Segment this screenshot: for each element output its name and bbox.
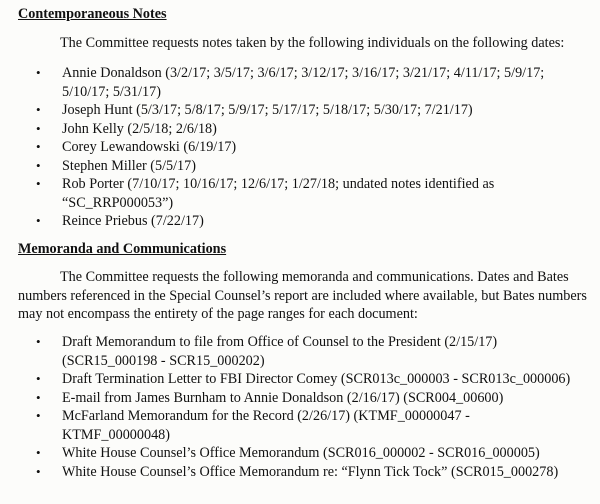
list-item-text: Joseph Hunt (5/3/17; 5/8/17; 5/9/17; 5/17/17; 5/18/17; 5/30/17; 7/21/17): [62, 102, 473, 118]
notes-intro-text: The Committee requests notes taken by the following individuals on the following dates:: [60, 35, 565, 51]
bullet-icon: •: [36, 120, 41, 136]
memoranda-intro-text: The Committee requests the following memoranda and communications. Dates and Bates numbers referenced in the Special Counsel’s report are included where available, but Bates numbers may not encompass the entirety of the page ranges for each document:: [18, 269, 587, 322]
list-item: [0, 212, 600, 231]
list-item-text: Reince Priebus (7/22/17): [62, 213, 204, 229]
list-item-text: White House Counsel’s Office Memorandum (SCR016_000002 - SCR016_000005): [62, 445, 540, 461]
bullet-icon: •: [36, 213, 41, 228]
bullet-icon: •: [36, 176, 41, 191]
memoranda-list: [0, 333, 600, 481]
list-item-text: Stephen Miller (5/5/17): [62, 157, 196, 174]
bullet-icon: •: [36, 445, 41, 460]
bullet-icon: •: [36, 408, 41, 423]
notes-intro-paragraph: [18, 34, 588, 53]
list-item-text: Draft Termination Letter to FBI Director Comey (SCR013c_000003 - SCR013c_000006): [62, 371, 571, 387]
list-item: [0, 407, 600, 444]
section-heading-notes: Contemporaneous Notes: [18, 6, 167, 22]
bullet-icon: •: [36, 371, 41, 386]
list-item-text: Draft Memorandum to file from Office of Counsel to the President (2/15/17) (SCR15_000198 - SCR15_000202): [62, 334, 498, 369]
bullet-icon: •: [36, 389, 41, 405]
bullet-icon: •: [36, 334, 41, 349]
list-item: [0, 333, 600, 370]
list-item-text: John Kelly (2/5/18; 2/6/18): [62, 120, 217, 137]
bullet-icon: •: [36, 65, 41, 80]
list-item-text: White House Counsel’s Office Memorandum re: “Flynn Tick Tock” (SCR015_000278): [62, 463, 559, 480]
list-item: [0, 175, 600, 212]
bullet-icon: •: [36, 463, 41, 479]
bullet-icon: •: [36, 139, 41, 154]
section-heading-memoranda: Memoranda and Communications: [18, 241, 227, 257]
list-item: [0, 138, 600, 157]
list-item: [0, 463, 600, 482]
list-item: [0, 370, 600, 389]
list-item: [0, 389, 600, 408]
bullet-icon: •: [36, 157, 41, 173]
list-item: [0, 120, 600, 139]
list-item-text: Corey Lewandowski (6/19/17): [62, 139, 237, 155]
list-item: [0, 444, 600, 463]
list-item-text: Annie Donaldson (3/2/17; 3/5/17; 3/6/17; 3/12/17; 3/16/17; 3/21/17; 4/11/17; 5/9/17; 5/10/17; 5/31/17): [62, 65, 545, 100]
list-item-text: Rob Porter (7/10/17; 10/16/17; 12/6/17; 1/27/18; undated notes identified as “SC_RRP000053”): [62, 176, 495, 211]
list-item: [0, 64, 600, 101]
list-item: [0, 157, 600, 176]
notes-list: [0, 64, 600, 231]
memoranda-intro-paragraph: [18, 268, 588, 324]
list-item-text: E-mail from James Burnham to Annie Donaldson (2/16/17) (SCR004_00600): [62, 389, 504, 406]
list-item: [0, 101, 600, 120]
list-item-text: McFarland Memorandum for the Record (2/26/17) (KTMF_00000047 - KTMF_00000048): [62, 408, 470, 443]
bullet-icon: •: [36, 102, 41, 117]
